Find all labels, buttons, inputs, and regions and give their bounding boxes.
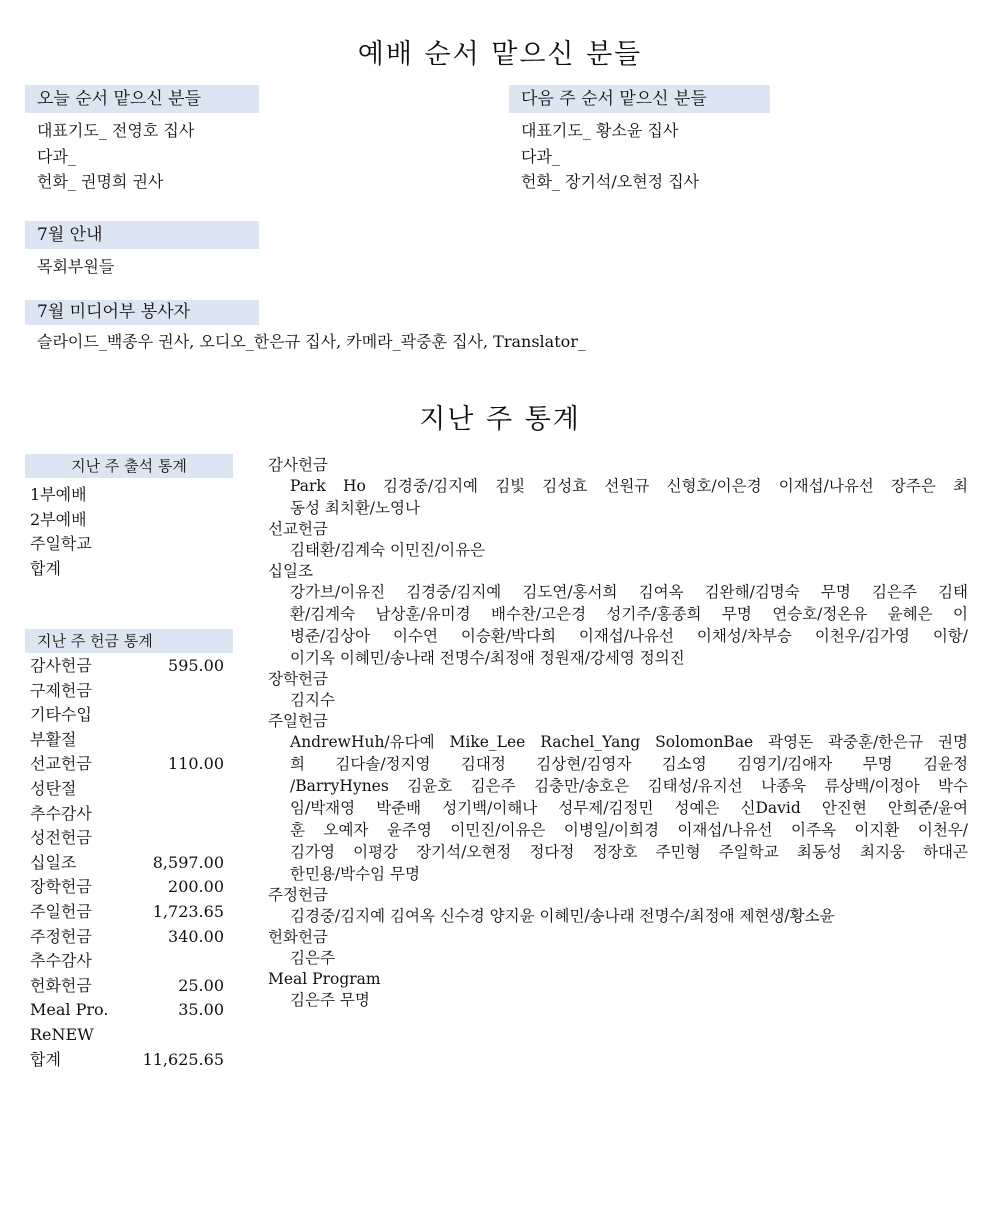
offering-label: 기타수입: [30, 705, 92, 725]
offering-row: [30, 925, 224, 949]
offering-group-names: /BarryHynes 김윤호 김은주 김충만/송호은 김태성/유지선 나종욱 류상백/이정아 박수: [290, 777, 968, 795]
offering-label: 십일조: [30, 852, 77, 872]
offering-group-label: 장학헌금: [268, 670, 328, 688]
offering-detail: [268, 455, 968, 1011]
offering-row: [30, 654, 224, 678]
offering-amount: 35.00: [178, 1000, 224, 1020]
offering-group-label: 주일헌금: [268, 712, 328, 730]
offering-label: 장학헌금: [30, 877, 92, 897]
july-notice-header: 7월 안내: [25, 221, 259, 249]
offering-group-names: 동성 최치환/노영나: [290, 499, 420, 517]
attendance-row: 2부예배: [30, 509, 87, 529]
offering-label: 추수감사: [30, 803, 92, 823]
attendance-row: 합계: [30, 558, 61, 578]
offering-label: 주정헌금: [30, 926, 92, 946]
offering-amount: 11,625.65: [142, 1049, 224, 1069]
offering-row: [30, 1023, 224, 1047]
offering-row: [30, 728, 224, 752]
offering-label: 합계: [30, 1049, 61, 1069]
stats-title: 지난 주 통계: [419, 404, 581, 435]
offering-label: 추수감사: [30, 951, 92, 971]
offering-label: 감사헌금: [30, 656, 92, 675]
offering-group-names: 이기옥 이혜민/송나래 전명수/최정애 정원재/강세영 정의진: [290, 649, 685, 667]
offering-group-names: 훈 오예자 윤주영 이민진/이유은 이병일/이희경 이재섭/나유선 이주옥 이지환 이천우/: [290, 821, 968, 839]
offering-label: 헌화헌금: [30, 975, 92, 995]
offering-row: [30, 703, 224, 727]
offering-amount: 25.00: [178, 975, 224, 995]
offering-group-label: Meal Program: [268, 970, 381, 988]
offering-amount: 110.00: [168, 754, 224, 774]
offering-label: 성탄절: [30, 779, 77, 798]
offering-row: [30, 802, 224, 826]
offering-row: [30, 998, 224, 1022]
today-line-flowers: 헌화_ 권명희 권사: [37, 172, 164, 191]
offering-label: ReNEW: [30, 1025, 94, 1044]
offering-row: [30, 974, 224, 998]
offering-group-names: 김경중/김지예 김여옥 신수경 양지윤 이혜민/송나래 전명수/최정애 제현생/황소윤: [290, 907, 835, 925]
offering-header: 지난 주 헌금 통계: [25, 629, 233, 653]
offering-row: [30, 875, 224, 899]
offering-group-names: 한민용/박수임 무명: [290, 865, 420, 883]
offering-group-names: 희 김다솔/정지영 김대정 김상현/김영자 김소영 김영기/김애자 무명 김윤정: [290, 755, 968, 773]
today-line-prayer: 대표기도_ 전영호 집사: [37, 121, 195, 140]
attendance-header: 지난 주 출석 통계: [25, 454, 233, 478]
next-line-flowers: 헌화_ 장기석/오현정 집사: [521, 172, 700, 191]
offering-label: 선교헌금: [30, 754, 92, 774]
offering-group-label: 선교헌금: [268, 520, 328, 538]
offering-label: 성전헌금: [30, 828, 92, 848]
july-media-header: 7월 미디어부 봉사자: [25, 300, 259, 325]
offering-amount: 595.00: [168, 656, 224, 675]
attendance-row: 1부예배: [30, 485, 87, 504]
offering-row: [30, 900, 224, 924]
offering-group-label: 감사헌금: [268, 456, 328, 474]
today-header: 오늘 순서 맡으신 분들: [25, 85, 259, 113]
offering-label: Meal Pro.: [30, 1000, 109, 1020]
offering-group-names: 김지수: [290, 691, 335, 709]
offering-group-names: 임/박재영 박준배 성기백/이해나 성무제/김정민 성예은 신David 안진현 안희준/윤여: [290, 799, 968, 817]
attendance-row: 주일학교: [30, 534, 92, 553]
service-title: 예배 순서 맡으신 분들: [357, 39, 643, 70]
offering-group-label: 십일조: [268, 562, 313, 580]
offering-group-names: 김은주 무명: [290, 991, 370, 1009]
offering-group-label: 헌화헌금: [268, 928, 328, 946]
next-line-prayer: 대표기도_ 황소윤 집사: [521, 121, 679, 140]
offering-row: [30, 752, 224, 776]
offering-label: 주일헌금: [30, 902, 92, 921]
july-media-line: 슬라이드_백종우 권사, 오디오_한은규 집사, 카메라_곽중훈 집사, Translator_: [37, 332, 586, 351]
offering-group-names: 김가영 이평강 장기석/오현정 정다정 정장호 주민형 주일학교 최동성 최지웅 하대곤: [290, 843, 968, 861]
offering-row: [30, 679, 224, 703]
offering-amount: 8,597.00: [152, 852, 224, 872]
offering-group-names: 김은주: [290, 949, 335, 967]
offering-amount: 200.00: [168, 877, 224, 897]
offering-row: [30, 826, 224, 850]
offering-amount: 1,723.65: [152, 902, 224, 921]
next-line-refreshment: 다과_: [521, 147, 560, 166]
offering-label: 구제헌금: [30, 680, 92, 700]
next-header: 다음 주 순서 맡으신 분들: [509, 85, 770, 113]
offering-row: [30, 949, 224, 973]
offering-group-names: Park Ho 김경중/김지예 김빛 김성효 선원규 신형호/이은경 이재섭/나유선 장주은 최: [290, 477, 968, 495]
offering-row: [30, 1048, 224, 1072]
offering-group-names: 강가브/이유진 김경중/김지예 김도연/홍서희 김여옥 김완해/김명숙 무명 김은주 김태: [290, 583, 968, 601]
offering-label: 부활절: [30, 729, 77, 749]
today-line-refreshment: 다과_: [37, 147, 76, 166]
offering-amount: 340.00: [168, 926, 224, 946]
offering-group-names: 환/김계숙 남상훈/유미경 배수찬/고은경 성기주/홍종희 무명 연승호/정온유 윤혜은 이: [290, 605, 968, 623]
july-notice-line: 목회부원들: [37, 257, 115, 276]
offering-group-names: 병준/김상아 이수연 이승환/박다희 이재섭/나유선 이채성/차부승 이천우/김가영 이항/: [290, 627, 968, 645]
offering-group-names: AndrewHuh/유다예 Mike_Lee Rachel_Yang SolomonBae 곽영돈 곽중훈/한은규 권명: [290, 733, 968, 751]
offering-row: [30, 851, 224, 875]
offering-group-names: 김태환/김계숙 이민진/이유은: [290, 541, 486, 559]
offering-group-label: 주정헌금: [268, 886, 328, 904]
offering-row: [30, 777, 224, 801]
